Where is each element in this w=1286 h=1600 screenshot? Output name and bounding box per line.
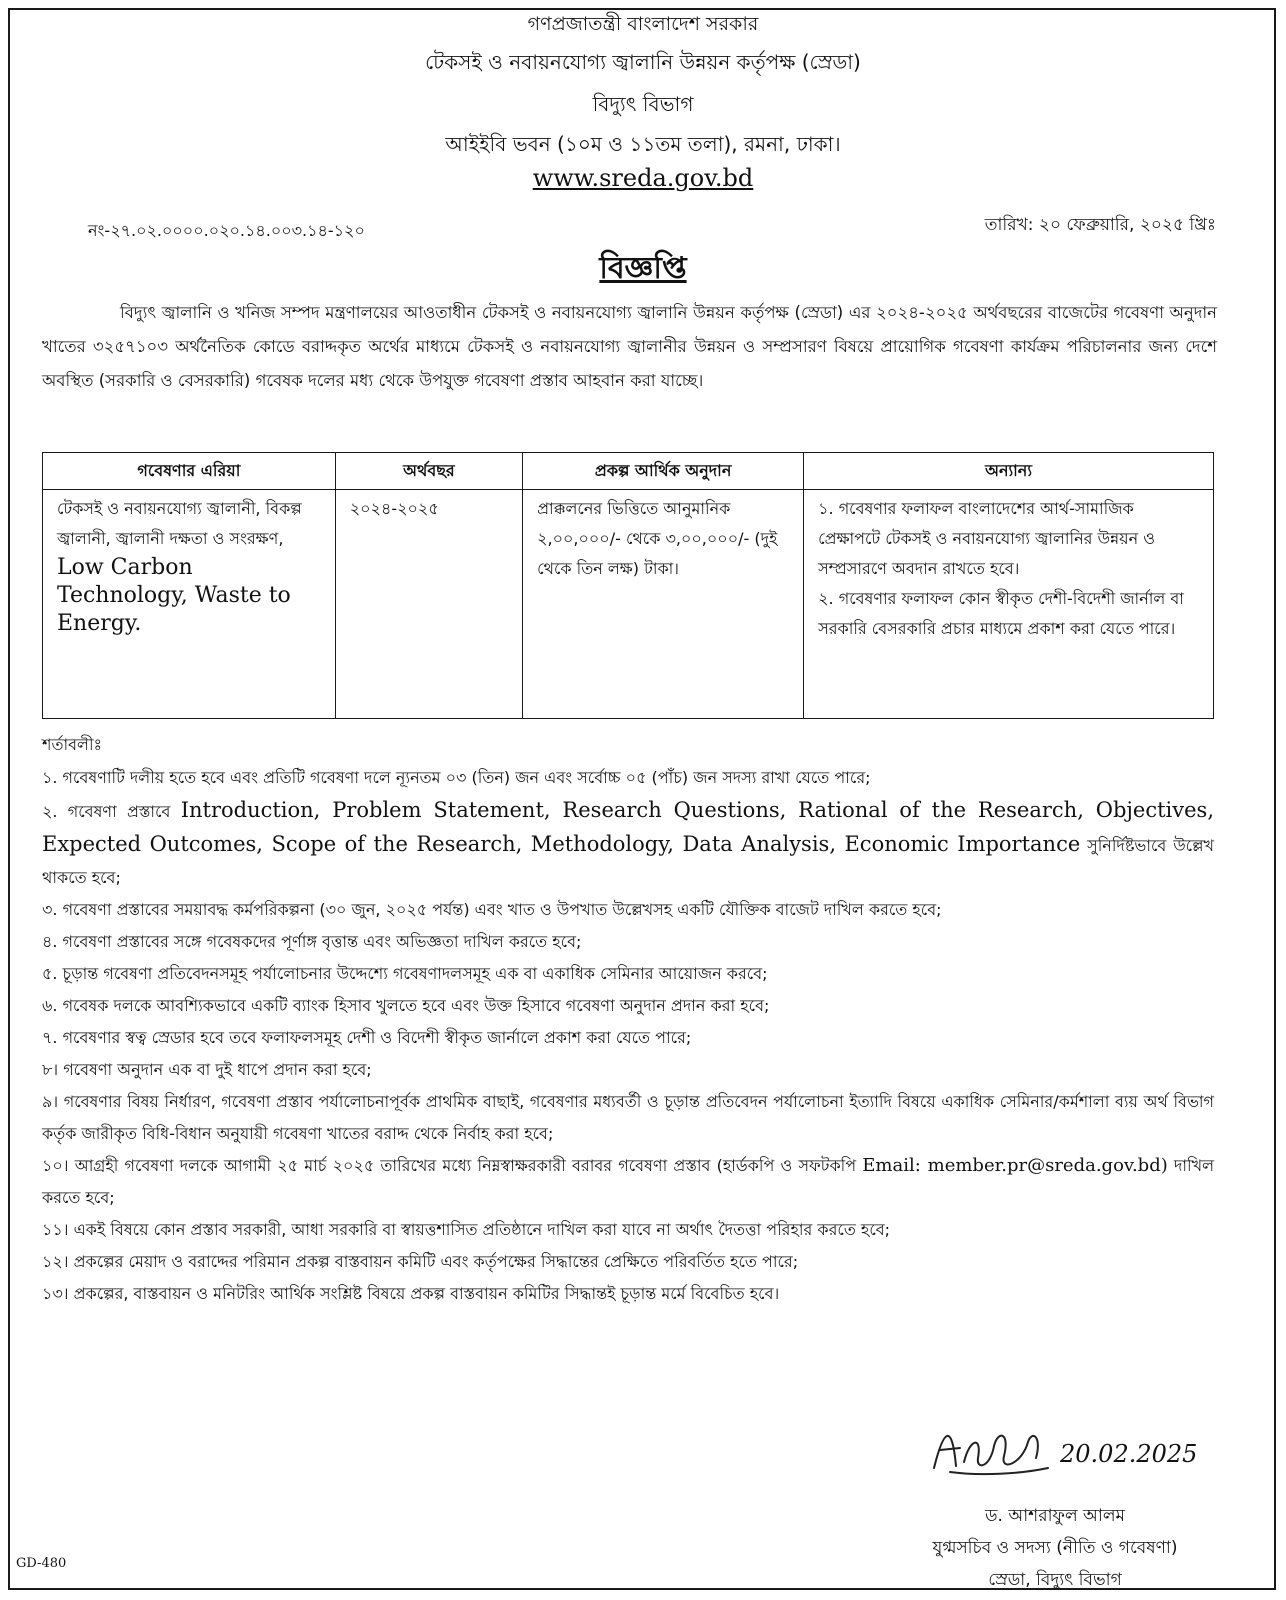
condition-item-9: ৯। গবেষণার বিষয় নির্ধারণ, গবেষণা প্রস্তাব পর্যালোচনাপূর্বক প্রাথমিক বাছাই, গবেষণার মধ্যবর্তী ও চূড়ান্ত প্রতিবেদন পর্যালোচনা ইত্যাদি বিষয়ে একাধিক সেমিনার/কর্মশালা ব্যয় অর্থ বিভাগ কর্তৃক জারীকৃত বিধি-বিধান অনুযায়ী গবেষণা খাতের বরাদ্দ থেকে নির্বাহ করা হবে; — [42, 1092, 1214, 1143]
signature-mark — [930, 1418, 1050, 1478]
notice-title: বিজ্ঞপ্তি — [599, 251, 687, 286]
header-other: অন্যান্য — [804, 453, 1214, 490]
condition-item-1: ১. গবেষণাটি দলীয় হতে হবে এবং প্রতিটি গবেষণা দলে ন্যূনতম ০৩ (তিন) জন এবং সর্বোচ্চ ০৫ (পাঁচ) জন সদস্য রাখা যেতে পারে; — [42, 768, 871, 787]
condition-item-5: ৫. চূড়ান্ত গবেষণা প্রতিবেদনসমূহ পর্যালোচনার উদ্দেশ্যে গবেষণাদলসমূহ এক বা একাধিক সেমিনার আয়োজন করবে; — [42, 964, 768, 983]
research-area-bn: টেকসই ও নবায়নযোগ্য জ্বালানী, বিকল্প জ্বালানী, জ্বালানী দক্ষতা ও সংরক্ষণ, — [57, 499, 302, 548]
header-fiscal-year: অর্থবছর — [335, 453, 522, 490]
condition-item-13: ১৩। প্রকল্পের, বাস্তবায়ন ও মনিটরিং আর্থিক সংশ্লিষ্ট বিষয়ে প্রকল্প বাস্তবায়ন কমিটির সিদ্ধান্তই চূড়ান্ত মর্মে বিবেচিত হবে। — [42, 1284, 780, 1303]
form-code: GD-480 — [16, 1556, 67, 1571]
conditions-list — [42, 762, 1214, 1310]
condition-item-8: ৮। গবেষণা অনুদান এক বা দুই ধাপে প্রদান করা হবে; — [42, 1060, 372, 1079]
signatory-name: ড. আশরাফুল আলম — [985, 1506, 1125, 1526]
other-item-2: ২. গবেষণার ফলাফল কোন স্বীকৃত দেশী-বিদেশী জার্নাল বা সরকারি বেসরকারি প্রচার মাধ্যমে প্রকাশ করা যেতে পারে। — [818, 589, 1184, 638]
condition-item-10: ১০। আগ্রহী গবেষণা দলকে আগামী ২৫ মার্চ ২০২৫ তারিখের মধ্যে নিম্নস্বাক্ষরকারী বরাবর গবেষণা প্রস্তাব (হার্ডকপি ও সফটকপি Email: member.pr@sreda.gov.bd) দাখিল করতে হবে; — [42, 1155, 1215, 1207]
condition-2-english: Introduction, Problem Statement, Research Questions, Rational of the Research, Objectives, Expected Outcomes, Scope of the Research, Methodology, Data Analysis, Economic Importance — [42, 798, 1214, 856]
condition-item-12: ১২। প্রকল্পের মেয়াদ ও বরাদ্দের পরিমান প্রকল্প বাস্তবায়ন কমিটি এবং কর্তৃপক্ষের সিদ্ধান্তের প্রেক্ষিতে পরিবর্তিত হতে পারে; — [42, 1252, 799, 1271]
signatory-designation: যুগ্মসচিব ও সদস্য (নীতি ও গবেষণা) — [932, 1538, 1178, 1558]
condition-item-4: ৪. গবেষণা প্রস্তাবের সঙ্গে গবেষকদের পূর্ণাঙ্গ বৃত্তান্ত এবং অভিজ্ঞতা দাখিল করতে হবে; — [42, 932, 582, 951]
office-address: আইইবি ভবন (১০ম ও ১১তম তলা), রমনা, ঢাকা। — [445, 132, 841, 156]
cell-other — [804, 490, 1214, 719]
submission-email[interactable]: Email: member.pr@sreda.gov.bd) — [862, 1155, 1168, 1176]
signature-date: 20.02.2025 — [1060, 1440, 1198, 1468]
table-header-row — [43, 453, 1214, 490]
table-row — [43, 490, 1214, 719]
condition-item-3: ৩. গবেষণা প্রস্তাবের সময়াবদ্ধ কর্মপরিকল্পনা (৩০ জুন, ২০২৫ পর্যন্ত) এবং খাত ও উপখাত উল্লেখসহ একটি যৌক্তিক বাজেট দাখিল করতে হবে; — [42, 900, 942, 919]
authority-name: টেকসই ও নবায়নযোগ্য জ্বালানি উন্নয়ন কর্তৃপক্ষ (স্রেডা) — [425, 50, 861, 74]
header-grant: প্রকল্প আর্থিক অনুদান — [523, 453, 804, 490]
condition-item-2: ২. গবেষণা প্রস্তাবে Introduction, Problem Statement, Research Questions, Rational of the Research, Objectives, Expected Outcomes, Scope of the Research, Methodology, Data Analysis, Economic Importance সুনির্দিষ্টভাবে উল্লেখ থাকতে হবে; — [42, 798, 1214, 887]
signatory-block — [880, 1500, 1230, 1596]
condition-item-7: ৭. গবেষণার স্বত্ব স্রেডার হবে তবে ফলাফলসমূহ দেশী ও বিদেশী স্বীকৃত জার্নালে প্রকাশ করা যেতে পারে; — [42, 1028, 692, 1047]
cell-fiscal-year: ২০২৪-২০২৫ — [335, 490, 522, 719]
website-link[interactable]: www.sreda.gov.bd — [532, 164, 754, 192]
notice-date: তারিখ: ২০ ফেব্রুয়ারি, ২০২৫ খ্রিঃ — [984, 215, 1216, 235]
government-name: গণপ্রজাতন্ত্রী বাংলাদেশ সরকার — [527, 13, 759, 35]
header-research-area: গবেষণার এরিয়া — [43, 453, 336, 490]
signatory-office: স্রেডা, বিদ্যুৎ বিভাগ — [988, 1570, 1122, 1590]
condition-item-11: ১১। একই বিষয়ে কোন প্রস্তাব সরকারী, আধা সরকারি বা স্বায়ত্তশাসিত প্রতিষ্ঠানে দাখিল করা যাবে না অর্থাৎ দৈতত্তা পরিহার করতে হবে; — [42, 1220, 891, 1239]
memo-number: নং-২৭.০২.০০০০.০২০.১৪.০০৩.১৪-১২০ — [88, 221, 365, 240]
other-item-1: ১. গবেষণার ফলাফল বাংলাদেশের আর্থ-সামাজিক প্রেক্ষাপটে টেকসই ও নবায়নযোগ্য জ্বালানির উন্নয়ন ও সম্প্রসারণে অবদান রাখতে হবে। — [818, 499, 1156, 578]
research-area-en: Low Carbon Technology, Waste to Energy. — [57, 555, 291, 636]
cell-grant: প্রাক্কলনের ভিত্তিতে আনুমানিক ২,০০,০০০/- থেকে ৩,০০,০০০/- (দুই থেকে তিন লক্ষ) টাকা। — [523, 490, 804, 719]
intro-paragraph: বিদ্যুৎ জ্বালানি ও খনিজ সম্পদ মন্ত্রণালয়ের আওতাধীন টেকসই ও নবায়নযোগ্য জ্বালানি উন্নয়ন কর্তৃপক্ষ (স্রেডা) এর ২০২৪-২০২৫ অর্থবছরের বাজেটের গবেষণা অনুদান খাতের ৩২৫৭১০৩ অর্থনৈতিক কোডে বরাদ্দকৃত অর্থের মাধ্যমে টেকসই ও নবায়নযোগ্য জ্বালানীর উন্নয়ন ও সম্প্রসারণ বিষয়ে প্রায়োগিক গবেষণা কার্যক্রম পরিচালনার জন্য দেশে অবস্থিত (সরকারি ও বেসরকারি) গবেষক দলের মধ্য থেকে উপযুক্ত গবেষণা প্রস্তাব আহবান করা যাচ্ছে। — [42, 303, 1217, 390]
conditions-heading: শর্তাবলীঃ — [42, 735, 103, 754]
condition-item-6: ৬. গবেষক দলকে আবশ্যিকভাবে একটি ব্যাংক হিসাব খুলতে হবে এবং উক্ত হিসাবে গবেষণা অনুদান প্রদান করা হবে; — [42, 996, 770, 1015]
cell-research-area — [43, 490, 336, 719]
research-table — [42, 452, 1214, 719]
division-name: বিদ্যুৎ বিভাগ — [592, 92, 694, 116]
